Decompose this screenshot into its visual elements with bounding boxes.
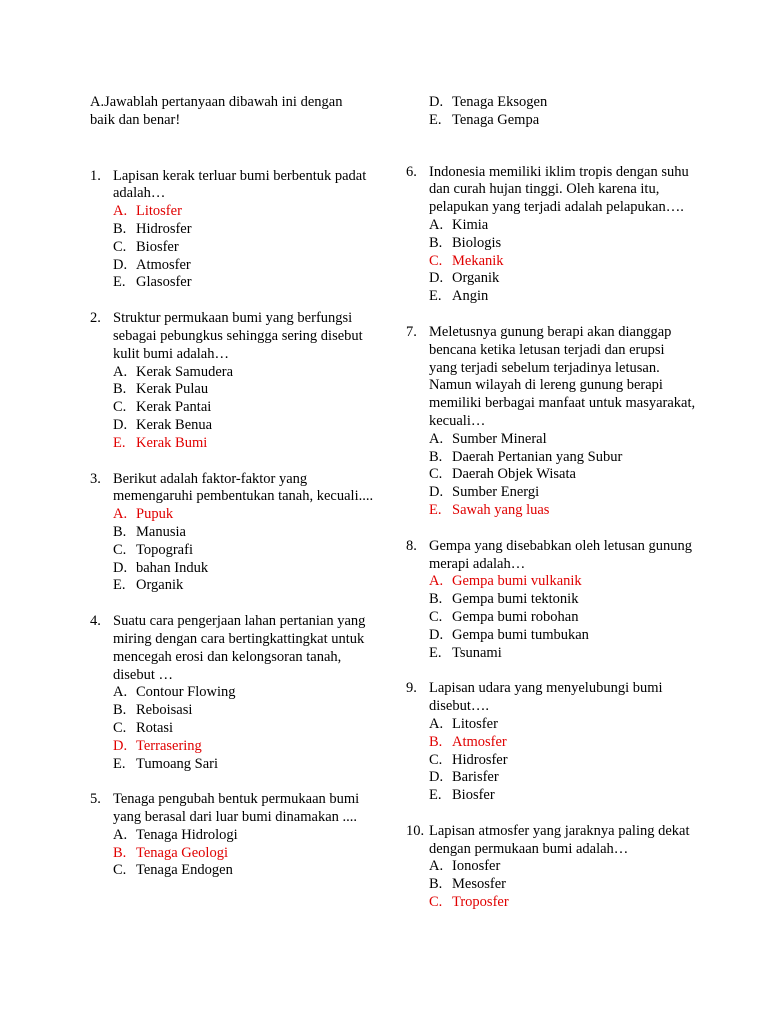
answer-option (429, 609, 696, 627)
answer-option (113, 257, 380, 275)
answer-option-correct (429, 894, 696, 912)
option-letter: C. (113, 719, 127, 736)
option-letter: C. (113, 541, 127, 558)
option-letter: B. (113, 702, 127, 719)
option-letter: D. (429, 94, 444, 110)
option-letter: E. (113, 755, 126, 772)
option-letter: A. (429, 216, 444, 233)
answer-option (113, 364, 380, 382)
option-letter: A. (113, 684, 128, 701)
option-text: Gempa bumi vulkanik (452, 573, 582, 590)
answer-option (429, 484, 696, 502)
option-letter: A. (429, 858, 444, 875)
question-stem (90, 791, 380, 827)
option-text: Kimia (452, 216, 489, 233)
option-text: Tenaga Hidrologi (136, 826, 238, 843)
question-item (406, 538, 696, 663)
instructions: A.Jawablah pertanyaan dibawah ini dengan baik dan benar! (90, 94, 343, 128)
answer-option (429, 752, 696, 770)
option-text: Kerak Benua (136, 416, 213, 433)
option-letter: D. (113, 559, 128, 576)
option-text: Kerak Pulau (136, 381, 209, 398)
question-item (90, 791, 380, 880)
option-text: Rotasi (136, 719, 174, 736)
option-letter: B. (113, 381, 127, 398)
option-text: Sawah yang luas (452, 501, 550, 518)
answer-option (113, 399, 380, 417)
option-letter: E. (429, 111, 442, 128)
option-letter: B. (113, 844, 127, 861)
answer-option (113, 274, 380, 292)
answer-option-correct (113, 435, 380, 453)
question-number: 4. (90, 613, 101, 630)
option-text: Hidrosfer (452, 751, 508, 768)
option-letter: D. (429, 626, 444, 643)
option-letter: C. (113, 238, 127, 255)
question-number: 9. (406, 680, 417, 697)
right-question-list (406, 164, 696, 912)
option-letter: C. (429, 751, 443, 768)
option-text: Pupuk (136, 506, 174, 523)
option-text: Kerak Pantai (136, 399, 212, 416)
answer-option (113, 862, 380, 880)
option-text: Biosfer (136, 238, 179, 255)
answer-option (429, 235, 696, 253)
question-number: 5. (90, 791, 101, 808)
option-text: Topografi (136, 541, 193, 558)
question-stem (90, 310, 380, 363)
option-text: Mesosfer (452, 876, 506, 893)
option-letter: C. (113, 862, 127, 879)
answer-option (113, 524, 380, 542)
option-letter: C. (113, 399, 127, 416)
answer-options (406, 716, 696, 805)
question-text: Lapisan udara yang menyelubungi bumi disebut…. (429, 680, 663, 715)
question-item (90, 310, 380, 452)
question-text: Indonesia memiliki iklim tropis dengan suhu dan curah hujan tinggi. Oleh karena itu, pelapukan yang terjadi adalah pelapukan…. (429, 163, 689, 216)
option-text: Troposfer (452, 894, 509, 911)
answer-option (429, 787, 696, 805)
option-letter: C. (429, 252, 443, 269)
answer-option (113, 756, 380, 774)
option-text: Gempa bumi robohan (452, 608, 579, 625)
question-stem (406, 324, 696, 431)
answer-option-correct (113, 738, 380, 756)
question-text: Gempa yang disebabkan oleh letusan gunung merapi adalah… (429, 537, 692, 572)
answer-option (113, 542, 380, 560)
question-stem (406, 538, 696, 574)
option-text: Tenaga Endogen (136, 862, 233, 879)
option-letter: B. (429, 234, 443, 251)
answer-option (429, 94, 696, 112)
option-letter: C. (429, 608, 443, 625)
answer-option (113, 239, 380, 257)
option-text: Tsunami (452, 644, 502, 661)
question-text: Berikut adalah faktor-faktor yang memengaruhi pembentukan tanah, kecuali.... (113, 470, 374, 505)
answer-option (429, 217, 696, 235)
option-text: Gempa bumi tumbukan (452, 626, 589, 643)
option-text: Contour Flowing (136, 684, 236, 701)
answer-option (429, 270, 696, 288)
answer-options (90, 827, 380, 880)
answer-option (113, 827, 380, 845)
option-letter: E. (113, 577, 126, 594)
question-item (406, 823, 696, 912)
question-item (90, 471, 380, 596)
option-letter: B. (429, 591, 443, 608)
question-stem (90, 168, 380, 204)
answer-option (429, 112, 696, 130)
option-letter: C. (429, 466, 443, 483)
answer-option-correct (429, 573, 696, 591)
option-letter: E. (429, 501, 442, 518)
option-letter: D. (429, 484, 444, 501)
question-item (90, 168, 380, 293)
option-text: Kerak Samudera (136, 363, 234, 380)
question-text: Lapisan atmosfer yang jaraknya paling dekat dengan permukaan bumi adalah… (429, 822, 690, 857)
option-letter: B. (113, 523, 127, 540)
option-text: Biologis (452, 234, 502, 251)
answer-options (90, 203, 380, 292)
question-number: 6. (406, 163, 417, 180)
option-text: Litosfer (136, 203, 182, 220)
question-item (406, 164, 696, 306)
question-text: Meletusnya gunung berapi akan dianggap bencana ketika letusan terjadi dan erupsi yang terjadi sebelum terjadinya letusan. Namun wilayah di lereng gunung berapi memiliki berbagai manfaat untuk masyarakat, kecuali… (429, 323, 696, 429)
question-stem (406, 164, 696, 217)
answer-option (429, 449, 696, 467)
answer-option (113, 221, 380, 239)
option-letter: B. (429, 733, 443, 750)
question-number: 3. (90, 470, 101, 487)
answer-options (90, 684, 380, 773)
option-text: Litosfer (452, 715, 498, 732)
option-text: Gempa bumi tektonik (452, 591, 579, 608)
option-letter: E. (113, 434, 126, 451)
answer-option (429, 876, 696, 894)
answer-options (90, 506, 380, 595)
answer-option (429, 716, 696, 734)
option-letter: D. (429, 769, 444, 786)
option-text: bahan Induk (136, 559, 209, 576)
option-text: Organik (452, 270, 500, 287)
option-letter: C. (429, 894, 443, 911)
option-text: Barisfer (452, 769, 499, 786)
option-text: Reboisasi (136, 702, 193, 719)
option-letter: E. (429, 644, 442, 661)
option-text: Manusia (136, 523, 186, 540)
option-letter: A. (429, 430, 444, 447)
answer-option (113, 702, 380, 720)
option-letter: E. (113, 274, 126, 291)
option-text: Tenaga Geologi (136, 844, 228, 861)
question-stem (406, 823, 696, 859)
left-question-list (90, 168, 380, 881)
answer-option (429, 858, 696, 876)
question-number: 8. (406, 537, 417, 554)
question-text: Suatu cara pengerjaan lahan pertanian yang miring dengan cara bertingkattingkat untuk mencegah erosi dan kelongsoran tanah, disebut … (113, 613, 366, 683)
option-text: Organik (136, 577, 184, 594)
option-text: Atmosfer (136, 256, 191, 273)
answer-option-correct (113, 203, 380, 221)
option-text: Glasosfer (136, 274, 192, 291)
answer-option (113, 684, 380, 702)
answer-options (406, 217, 696, 306)
answer-options (406, 858, 696, 911)
option-letter: A. (429, 715, 444, 732)
answer-option (429, 645, 696, 663)
option-text: Angin (452, 288, 489, 305)
option-letter: B. (429, 448, 443, 465)
answer-option-correct (113, 845, 380, 863)
answer-option-correct (113, 506, 380, 524)
answer-options (90, 364, 380, 453)
right-column (406, 94, 696, 930)
option-text: Terrasering (136, 737, 202, 754)
question-text: Struktur permukaan bumi yang berfungsi sebagai pebungkus sehingga sering disebut kulit bumi adalah… (113, 310, 363, 362)
answer-option-correct (429, 253, 696, 271)
answer-option (113, 381, 380, 399)
option-text: Sumber Mineral (452, 430, 547, 447)
option-text: Mekanik (452, 252, 504, 269)
option-letter: A. (113, 826, 128, 843)
answer-option (113, 577, 380, 595)
answer-option (429, 769, 696, 787)
answer-option-correct (429, 502, 696, 520)
question-stem (90, 613, 380, 684)
option-text: Daerah Pertanian yang Subur (452, 448, 623, 465)
question-stem (90, 471, 380, 507)
question-5-continued-options (406, 94, 696, 130)
option-text: Tenaga Eksogen (452, 94, 548, 110)
option-text: Atmosfer (452, 733, 507, 750)
question-stem (406, 680, 696, 716)
option-text: Kerak Bumi (136, 434, 208, 451)
question-number: 7. (406, 323, 417, 340)
question-text: Tenaga pengubah bentuk permukaan bumi yang berasal dari luar bumi dinamakan .... (113, 791, 360, 826)
option-letter: A. (113, 506, 128, 523)
question-number: 10. (406, 822, 425, 839)
answer-option (113, 560, 380, 578)
question-item (406, 680, 696, 805)
left-column (90, 94, 380, 898)
option-letter: D. (113, 416, 128, 433)
option-letter: E. (429, 787, 442, 804)
option-letter: D. (113, 256, 128, 273)
option-text: Tumoang Sari (136, 755, 219, 772)
option-text: Ionosfer (452, 858, 501, 875)
answer-option (429, 591, 696, 609)
option-letter: B. (429, 876, 443, 893)
answer-option (113, 720, 380, 738)
option-letter: E. (429, 288, 442, 305)
option-letter: A. (429, 573, 444, 590)
answer-option (429, 288, 696, 306)
answer-option (113, 417, 380, 435)
option-letter: B. (113, 220, 127, 237)
option-text: Hidrosfer (136, 220, 192, 237)
answer-options (406, 431, 696, 520)
option-text: Sumber Energi (452, 484, 540, 501)
answer-options (406, 573, 696, 662)
option-text: Daerah Objek Wisata (452, 466, 576, 483)
option-text: Tenaga Gempa (452, 111, 540, 128)
option-text: Biosfer (452, 787, 495, 804)
answer-option-correct (429, 734, 696, 752)
option-letter: A. (113, 363, 128, 380)
option-letter: D. (429, 270, 444, 287)
question-number: 1. (90, 167, 101, 184)
option-letter: A. (113, 203, 128, 220)
answer-option (429, 431, 696, 449)
option-letter: D. (113, 737, 128, 754)
question-text: Lapisan kerak terluar bumi berbentuk padat adalah… (113, 167, 367, 202)
question-item (90, 613, 380, 773)
question-item (406, 324, 696, 520)
answer-option (429, 466, 696, 484)
answer-option (429, 627, 696, 645)
question-number: 2. (90, 310, 101, 327)
